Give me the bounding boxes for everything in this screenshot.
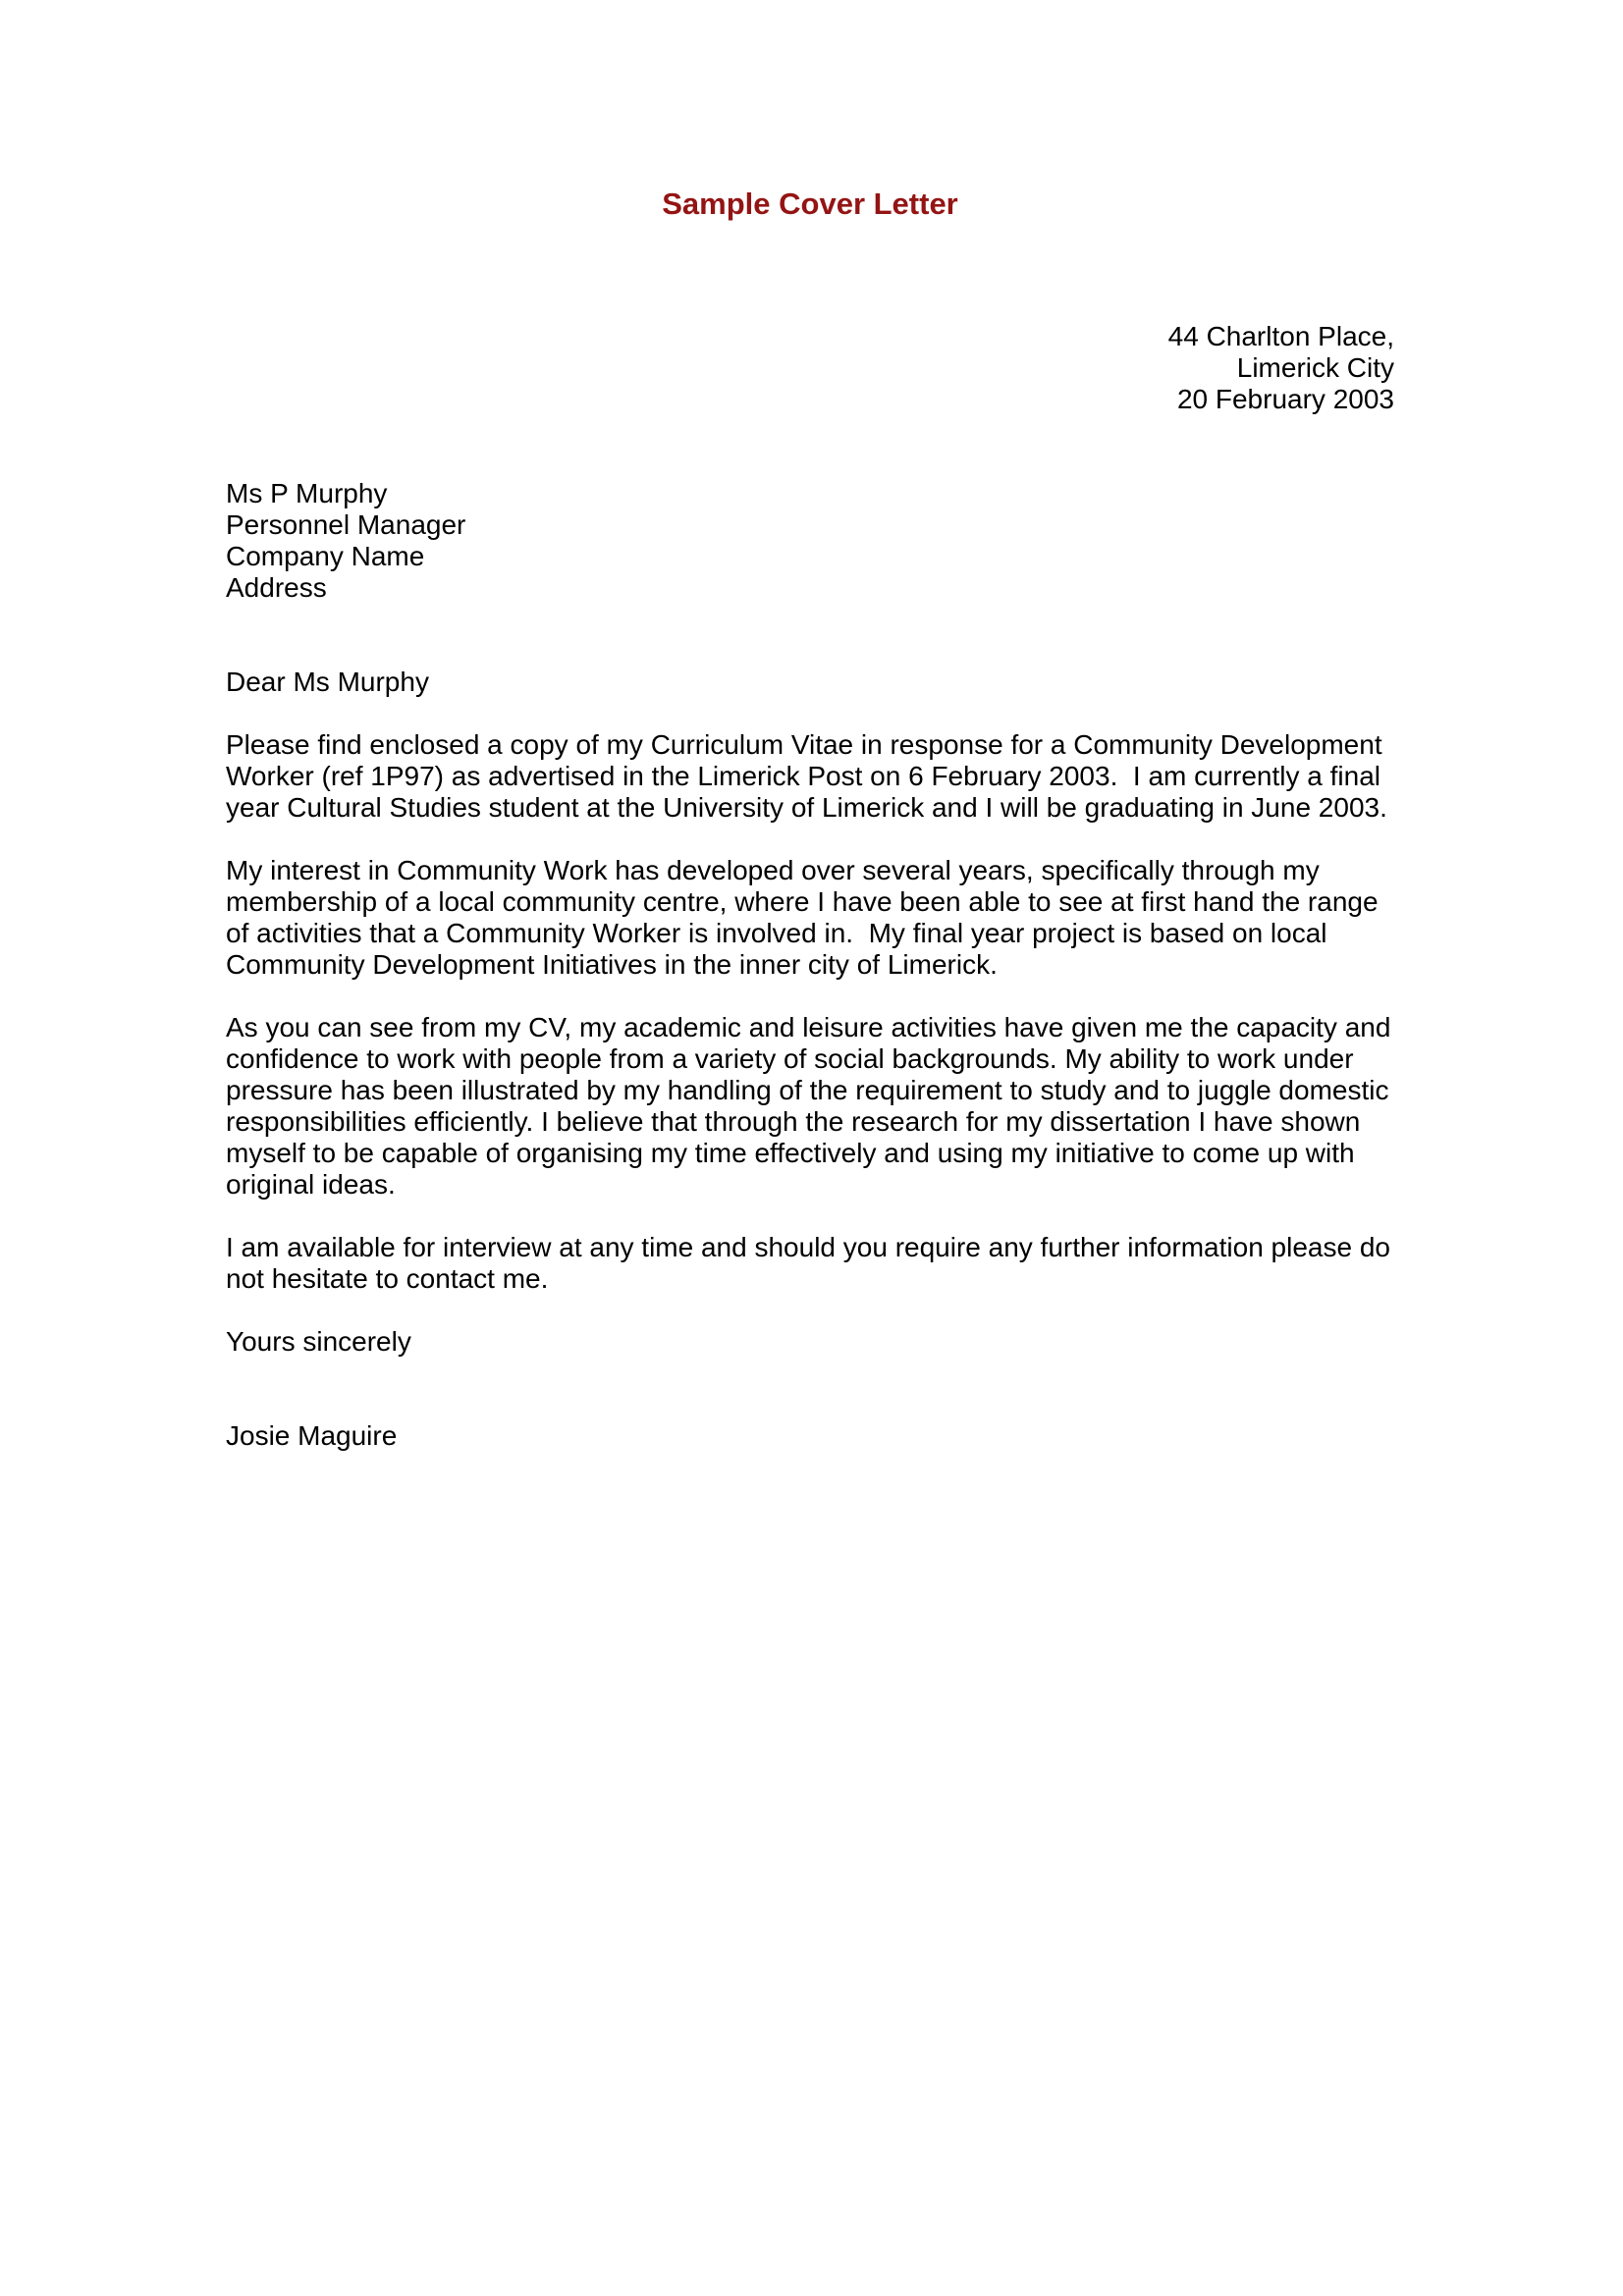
sender-address-line-1: 44 Charlton Place, bbox=[1167, 321, 1394, 351]
recipient-address: Address bbox=[226, 572, 327, 603]
sender-date-line: 20 February 2003 bbox=[1176, 384, 1394, 414]
body-paragraph-1: Please find enclosed a copy of my Curriculum Vitae in response for a Community Development Worker (ref 1P97) as advertised in the Limerick Post on 6 February 2003. I am currently a final year Cultural Studies student at the University of Limerick and I will be graduating in June 2003. bbox=[226, 729, 1390, 823]
salutation: Dear Ms Murphy bbox=[226, 667, 429, 697]
letter-title: Sample Cover Letter bbox=[662, 187, 958, 221]
recipient-name: Ms P Murphy bbox=[226, 478, 388, 508]
recipient-company: Company Name bbox=[226, 541, 425, 571]
sender-address-block bbox=[226, 321, 1394, 415]
sender-address-line-2: Limerick City bbox=[1236, 352, 1394, 383]
recipient-address-block bbox=[226, 478, 1394, 604]
body-paragraph-2: My interest in Community Work has developed over several years, specifically through my membership of a local community centre, where I have been able to see at first hand the range of activities that a Community Worker is involved in. My final year project is based on local Community Development Initiatives in the inner city of Limerick. bbox=[226, 855, 1386, 980]
body-paragraph-4: I am available for interview at any time and should you require any further information please do not hesitate to contact me. bbox=[226, 1232, 1398, 1294]
closing-phrase: Yours sincerely bbox=[226, 1326, 411, 1357]
recipient-job-title: Personnel Manager bbox=[226, 509, 466, 540]
body-paragraph-3: As you can see from my CV, my academic and leisure activities have given me the capacity and confidence to work with people from a variety of social backgrounds. My ability to work under pressure has been illustrated by my handling of the requirement to study and to juggle domestic responsibilities efficiently. I believe that through the research for my dissertation I have shown myself to be capable of organising my time effectively and using my initiative to come up with original ideas. bbox=[226, 1012, 1399, 1200]
signature-name: Josie Maguire bbox=[226, 1420, 398, 1451]
